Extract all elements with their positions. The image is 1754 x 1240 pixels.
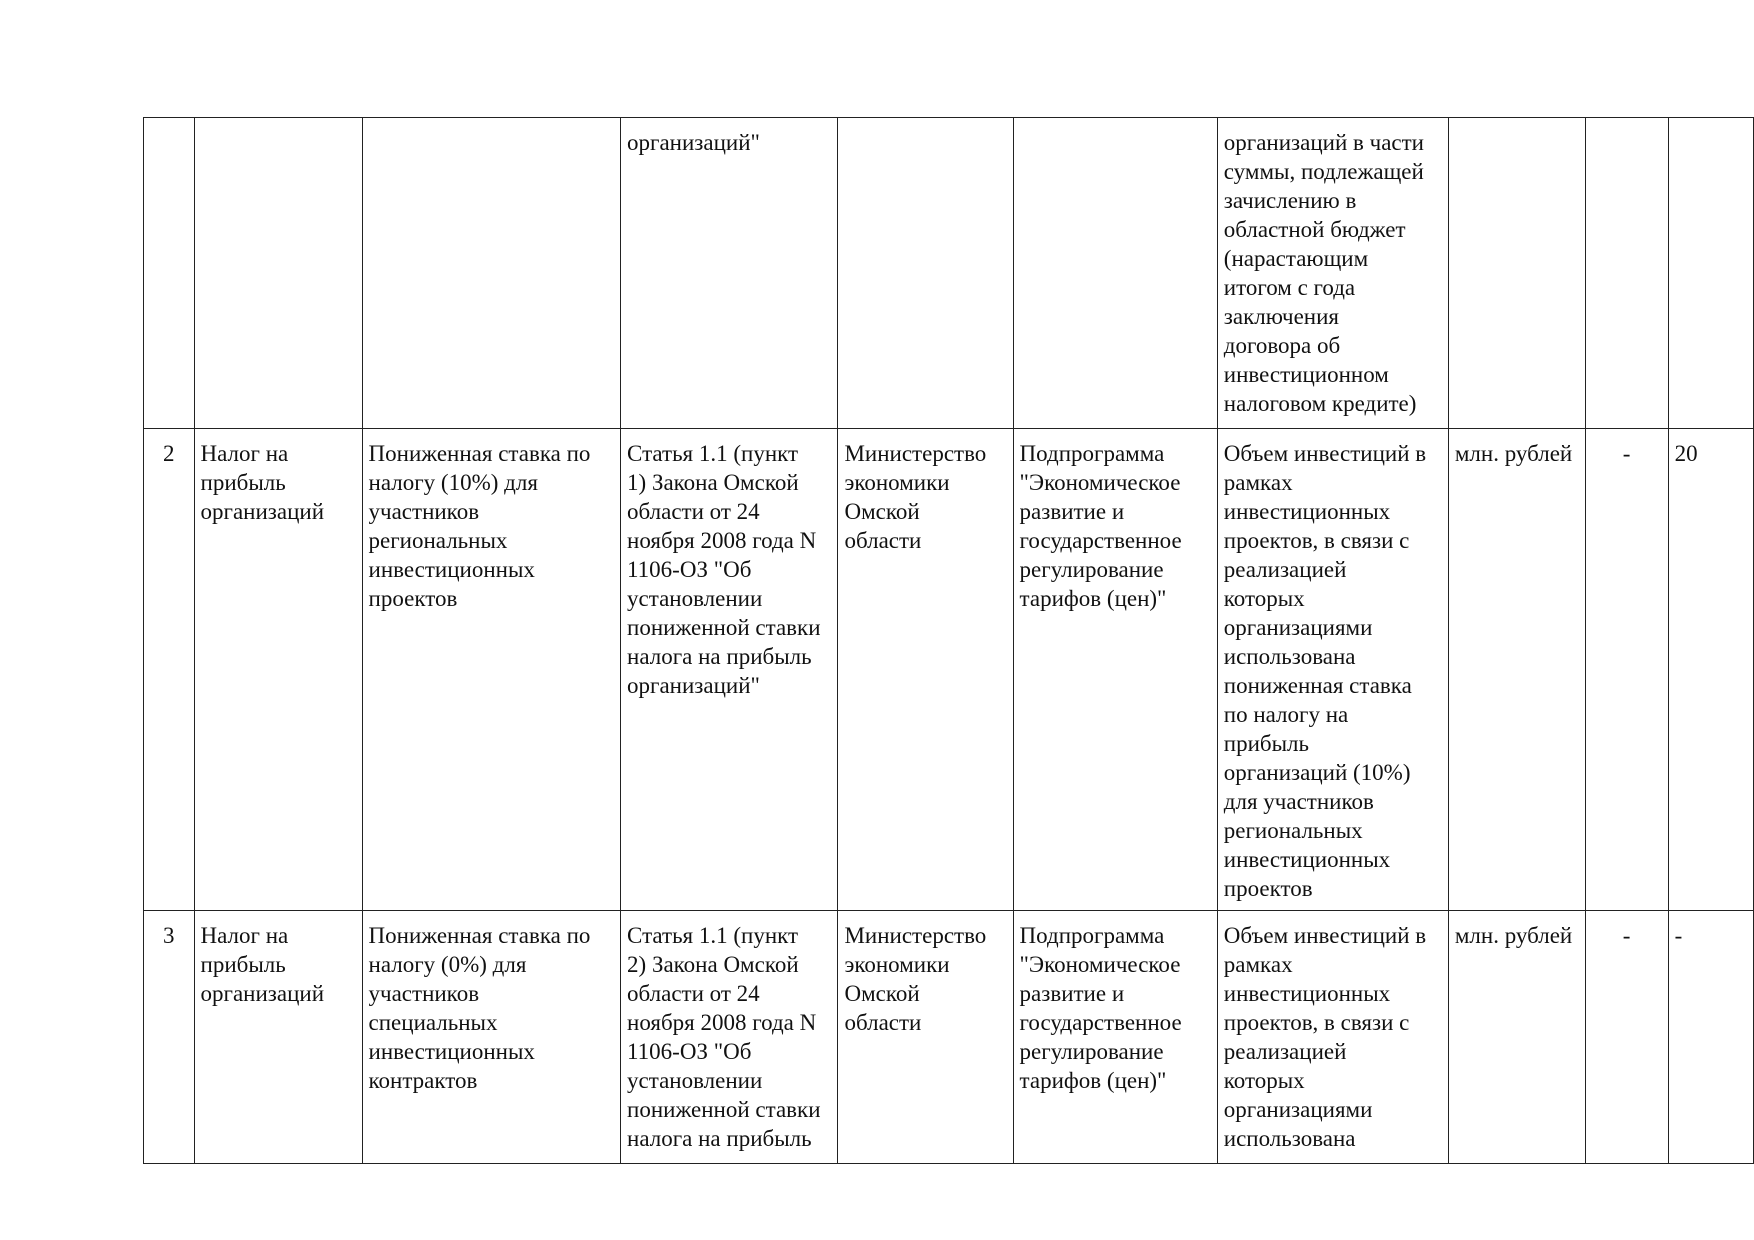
benefit-cell: Пониженная ставка по налогу (10%) для участников региональных инвестиционных проектов [362, 429, 621, 911]
table-row [144, 429, 1754, 911]
value-cell-2 [1668, 118, 1753, 429]
tax-benefits-table [143, 117, 1754, 1164]
value-cell-1 [1585, 118, 1668, 429]
value-cell-1: - [1585, 429, 1668, 911]
tax-name-cell: Налог на прибыль организаций [194, 429, 362, 911]
unit-cell: млн. рублей [1448, 911, 1585, 1164]
program-cell: Подпрограмма "Экономическое развитие и государственное регулирование тарифов (цен)" [1013, 429, 1217, 911]
value-cell-2: 20 [1668, 429, 1753, 911]
ministry-cell: Министерство экономики Омской области [838, 429, 1013, 911]
value-cell-1: - [1585, 911, 1668, 1164]
table-row [144, 118, 1754, 429]
law-reference-cell: Статья 1.1 (пункт 1) Закона Омской области от 24 ноября 2008 года N 1106-ОЗ "Об установлении пониженной ставки налога на прибыль организаций" [621, 429, 838, 911]
row-number-cell [144, 118, 195, 429]
tax-name-cell [194, 118, 362, 429]
indicator-cell: организаций в части суммы, подлежащей зачислению в областной бюджет (нарастающим итогом с года заключения договора об инвестиционном налоговом кредите) [1217, 118, 1448, 429]
tax-name-cell: Налог на прибыль организаций [194, 911, 362, 1164]
row-number-cell: 2 [144, 429, 195, 911]
program-cell [1013, 118, 1217, 429]
benefit-cell: Пониженная ставка по налогу (0%) для участников специальных инвестиционных контрактов [362, 911, 621, 1164]
value-cell-2: - [1668, 911, 1753, 1164]
ministry-cell: Министерство экономики Омской области [838, 911, 1013, 1164]
table-row [144, 911, 1754, 1164]
law-reference-cell: Статья 1.1 (пункт 2) Закона Омской области от 24 ноября 2008 года N 1106-ОЗ "Об установлении пониженной ставки налога на прибыль [621, 911, 838, 1164]
indicator-cell: Объем инвестиций в рамках инвестиционных проектов, в связи с реализацией которых организациями использована [1217, 911, 1448, 1164]
unit-cell: млн. рублей [1448, 429, 1585, 911]
unit-cell [1448, 118, 1585, 429]
indicator-cell: Объем инвестиций в рамках инвестиционных проектов, в связи с реализацией которых организациями использована пониженная ставка по налогу на прибыль организаций (10%) для участников региональных инвестиционных проектов [1217, 429, 1448, 911]
law-reference-cell: организаций" [621, 118, 838, 429]
row-number-cell: 3 [144, 911, 195, 1164]
benefit-cell [362, 118, 621, 429]
ministry-cell [838, 118, 1013, 429]
program-cell: Подпрограмма "Экономическое развитие и государственное регулирование тарифов (цен)" [1013, 911, 1217, 1164]
